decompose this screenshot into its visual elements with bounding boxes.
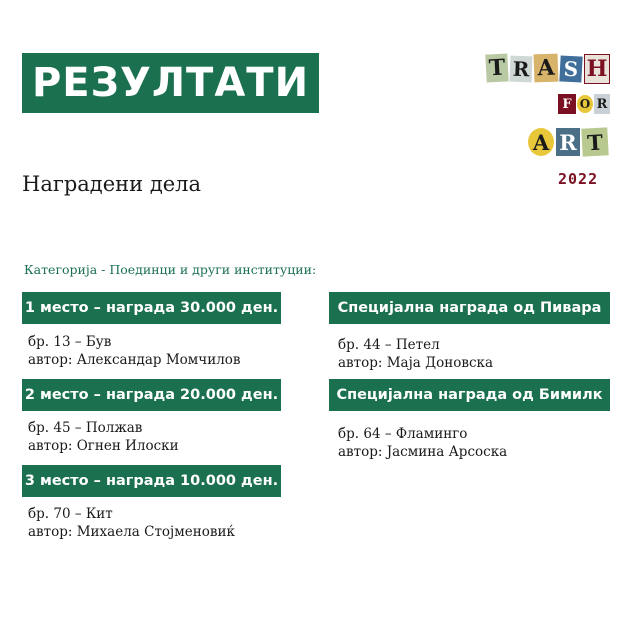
award-1-number: бр. 13 – Був (28, 334, 112, 350)
logo-letter: T (485, 53, 508, 82)
award-1-entry (28, 333, 241, 369)
page-title-banner (22, 53, 319, 113)
special-award-2-author: автор: Јасмина Арсоска (338, 444, 508, 460)
special-award-2-entry (338, 425, 507, 461)
award-1-label: 1 место – награда 30.000 ден. (24, 300, 279, 316)
award-3-banner (22, 465, 281, 497)
category-heading: Категорија - Поединци и други институции: (24, 262, 317, 277)
award-2-label: 2 место – награда 20.000 ден. (24, 387, 279, 403)
special-award-2-number: бр. 64 – Фламинго (338, 426, 468, 442)
award-3-number: бр. 70 – Кит (28, 506, 113, 522)
award-3-entry (28, 505, 235, 541)
logo-letter: T (581, 127, 608, 156)
special-award-2-banner (329, 379, 610, 411)
award-1-banner (22, 292, 281, 324)
logo-letter: R (510, 56, 533, 83)
award-2-number: бр. 45 – Полжав (28, 420, 143, 436)
logo-letter: R (556, 128, 580, 156)
award-3-label: 3 место – награда 10.000 ден. (24, 473, 279, 489)
logo-letter: A (528, 128, 554, 156)
award-2-entry (28, 419, 179, 455)
page-title: РЕЗУЛТАТИ (31, 60, 310, 106)
award-2-banner (22, 379, 281, 411)
special-award-1-entry (338, 336, 493, 372)
special-award-1-banner (329, 292, 610, 324)
logo-letter: R (594, 94, 610, 114)
award-3-author: автор: Михаела Стојменовиќ (28, 524, 235, 540)
logo-letter: O (577, 95, 593, 113)
logo-letter: H (584, 54, 610, 84)
award-2-author: автор: Огнен Илоски (28, 438, 179, 454)
special-award-1-author: автор: Маја Доновска (338, 355, 493, 371)
award-1-author: автор: Александар Момчилов (28, 352, 241, 368)
special-award-1-label: Специјална награда од Пивара (337, 300, 602, 316)
logo-year: 2022 (558, 170, 599, 188)
special-award-1-number: бр. 44 – Петел (338, 337, 440, 353)
trash-for-art-logo (484, 52, 612, 192)
page-subtitle: Наградени дела (22, 172, 202, 196)
logo-letter: A (534, 54, 559, 83)
special-award-2-label: Специјална награда од Бимилк (336, 387, 603, 403)
logo-letter: F (558, 94, 576, 114)
logo-letter: S (559, 55, 582, 82)
